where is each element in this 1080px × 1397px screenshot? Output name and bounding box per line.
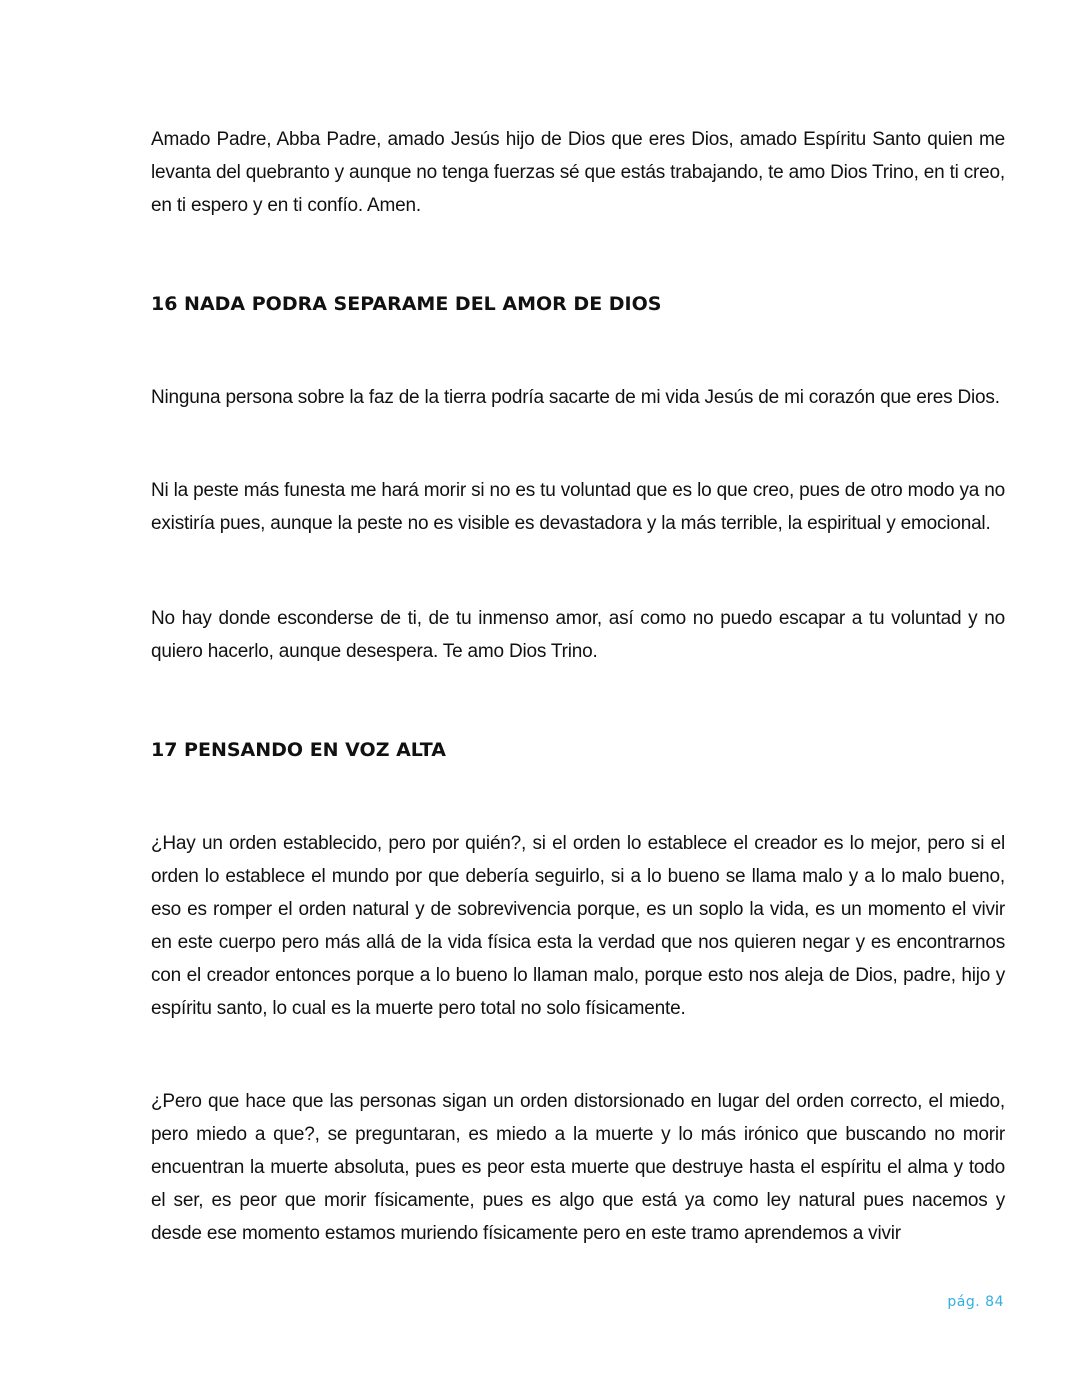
page-content xyxy=(151,123,1005,1250)
spacer xyxy=(151,222,1005,288)
section-17-paragraph-2: ¿Pero que hace que las personas sigan un orden distorsionado en lugar del orden correcto, el miedo, pero miedo a que?, se preguntaran, es miedo a la muerte y lo más irónico que buscando no morir encuentran la muerte absoluta, pues es peor esta muerte que destruye hasta el espíritu el alma y todo el ser, es peor que morir físicamente, pues es algo que está ya como ley natural pues nacemos y desde ese momento estamos muriendo físicamente pero en este tramo aprendemos a vivir xyxy=(151,1091,1005,1244)
spacer xyxy=(151,321,1005,381)
section-16-paragraph-1: Ninguna persona sobre la faz de la tierra podría sacarte de mi vida Jesús de mi corazón que eres Dios. xyxy=(151,387,1000,408)
spacer xyxy=(151,1025,1005,1085)
section-17-paragraph-1: ¿Hay un orden establecido, pero por quién?, si el orden lo establece el creador es lo mejor, pero si el orden lo establece el mundo por que debería seguirlo, si a lo bueno se llama malo y a lo malo bueno, eso es romper el orden natural y de sobrevivencia porque, es un soplo la vida, es un momento el vivir en este cuerpo pero más allá de la vida física esta la verdad que nos quieren negar y es encontrarnos con el creador entonces porque a lo bueno lo llaman malo, porque esto nos aleja de Dios, padre, hijo y espíritu santo, lo cual es la muerte pero total no solo físicamente. xyxy=(151,833,1005,1019)
section-16-paragraph-2: Ni la peste más funesta me hará morir si no es tu voluntad que es lo que creo, pues de otro modo ya no existiría pues, aunque la peste no es visible es devastadora y la más terrible, la espiritual y emocional. xyxy=(151,480,1005,534)
spacer xyxy=(151,414,1005,474)
spacer xyxy=(151,540,1005,602)
spacer xyxy=(151,668,1005,734)
page-number: pág. 84 xyxy=(947,1294,1004,1310)
section-16-paragraph-3: No hay donde esconderse de ti, de tu inmenso amor, así como no puedo escapar a tu voluntad y no quiero hacerlo, aunque desespera. Te amo Dios Trino. xyxy=(151,608,1005,662)
intro-prayer-paragraph: Amado Padre, Abba Padre, amado Jesús hijo de Dios que eres Dios, amado Espíritu Santo quien me levanta del quebranto y aunque no tenga fuerzas sé que estás trabajando, te amo Dios Trino, en ti creo, en ti espero y en ti confío. Amen. xyxy=(151,129,1005,216)
section-16-heading: 16 NADA PODRA SEPARAME DEL AMOR DE DIOS xyxy=(151,293,662,315)
section-17-heading: 17 PENSANDO EN VOZ ALTA xyxy=(151,739,446,761)
spacer xyxy=(151,767,1005,827)
